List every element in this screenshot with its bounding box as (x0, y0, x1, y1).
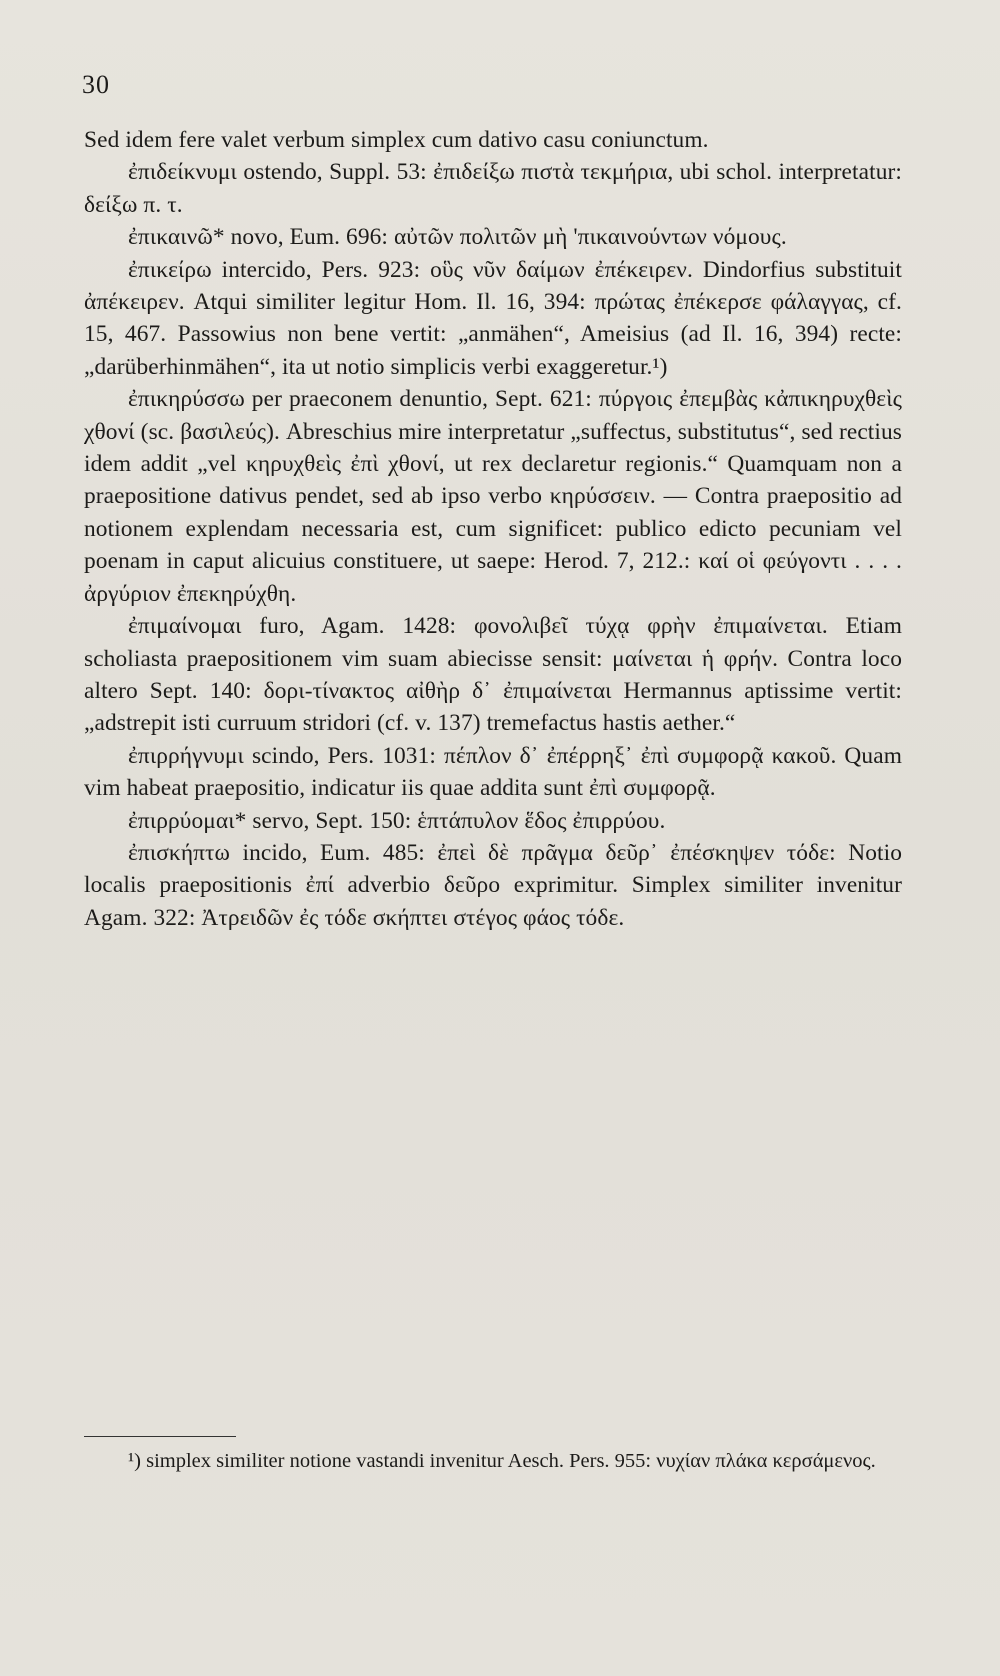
paragraph: ἐπισκήπτω incido, Eum. 485: ἐπεὶ δὲ πρᾶγμα δεῦρ᾽ ἐπέσκηψεν τόδε: Notio localis praepositionis ἐπί adverbio δεῦρο exprimitur. Simplex similiter invenitur Agam. 322: Ἀτρειδῶν ἐς τόδε σκήπτει στέγος φάος τόδε. (84, 839, 902, 931)
paragraph: Sed idem fere valet verbum simplex cum dativo casu coniunctum. (84, 127, 709, 153)
paragraph: ἐπιδείκνυμι ostendo, Suppl. 53: ἐπιδείξω πιστὰ τεκμήρια, ubi schol. interpretatur: δείξω π. τ. (84, 159, 902, 218)
paragraph: ἐπιρρύομαι* servo, Sept. 150: ἑπτάπυλον ἕδος ἐπιρρύου. (128, 807, 666, 834)
main-text (84, 124, 902, 934)
paragraph: ἐπικείρω intercido, Pers. 923: οὓς νῦν δαίμων ἐπέκειρεν. Dindorfius substituit ἀπέκειρεν. Atqui similiter legitur Hom. Il. 16, 394: πρώτας ἐπέκερσε φάλαγγας, cf. 15, 467. Passowius non bene vertit: „anmähen“, Ameisius (ad Il. 16, 394) recte: „darüberhinmähen“, ita ut notio simplicis verbi exaggeretur.¹) (84, 256, 902, 380)
page-number: 30 (82, 70, 110, 99)
paragraph: ἐπιρρήγνυμι scindo, Pers. 1031: πέπλον δ᾽ ἐπέρρηξ᾽ ἐπὶ συμφορᾷ κακοῦ. Quam vim habeat praepositio, indicatur iis quae addita sunt ἐπὶ συμφορᾷ. (84, 742, 902, 802)
paragraph: ἐπικαινῶ* novo, Eum. 696: αὐτῶν πολιτῶν μὴ 'πικαινούντων νόμους. (128, 224, 787, 251)
footnote: ¹) simplex similiter notione vastandi invenitur Aesch. Pers. 955: νυχίαν πλάκα κερσάμενος. (128, 1450, 876, 1472)
paragraph: ἐπιμαίνομαι furo, Agam. 1428: φονολιβεῖ τύχᾳ φρὴν ἐπιμαίνεται. Etiam scholiasta praepositionem vim suam abiecisse sensit: μαίνεται ἡ φρήν. Contra loco altero Sept. 140: δορι-τίνακτος αἰθὴρ δ᾽ ἐπιμαίνεται Hermannus aptissime vertit: „adstrepit isti curruum stridori (cf. v. 137) tremefactus hastis aether.“ (84, 613, 902, 737)
paragraph: ἐπικηρύσσω per praeconem denuntio, Sept. 621: πύργοις ἐπεμβὰς κἀπικηρυχθεὶς χθονί (sc. βασιλεύς). Abreschius mire interpretatur „suffectus, substitutus“, sed rectius idem addit „vel κηρυχθεὶς ἐπὶ χθονί, ut rex declaretur regionis.“ Quamquam non a praepositione dativus pendet, sed ab ipso verbo κηρύσσειν. — Contra praepositio ad notionem explendam necessaria est, cum significet: publico edicto pecuniam vel poenam in caput alicuius constituere, ut saepe: Herod. 7, 212.: καί οἱ φεύγοντι . . . . ἀργύριον ἐπεκηρύχθη. (84, 386, 902, 607)
footnote-divider (84, 1436, 236, 1437)
